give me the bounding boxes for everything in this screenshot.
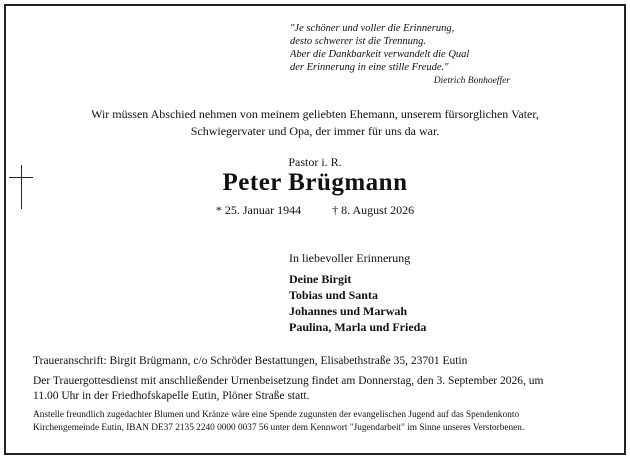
bonhoeffer-quote [290, 22, 590, 88]
deceased-title: Pastor i. R. [288, 155, 342, 169]
donation-line: Kirchengemeinde Eutin, IBAN DE37 2135 2240 0000 0037 56 unter dem Kennwort "Jugendarbeit" im Sinne unseres Verstorbenen. [33, 423, 525, 433]
life-dates [0, 203, 630, 218]
donation-info [33, 409, 599, 435]
family-signature [289, 250, 539, 335]
intro-line: Wir müssen Abschied nehmen von meinem geliebten Ehemann, unserem fürsorglichen Vater, [91, 107, 539, 121]
service-info [33, 374, 599, 404]
death-date: † 8. August 2026 [332, 203, 415, 217]
quote-line: "Je schöner und voller die Erinnerung, [290, 23, 455, 34]
family-member: Tobias und Santa [289, 288, 378, 302]
quote-line: der Erinnerung in eine stille Freude." [290, 62, 449, 73]
intro-text [60, 106, 570, 140]
intro-line: Schwiegervater und Opa, der immer für uns da war. [190, 124, 440, 138]
family-member: Deine Birgit [289, 272, 352, 286]
service-line: Der Trauergottesdienst mit anschließender Urnenbeisetzung findet am Donnerstag, den 3. September 2026, um [33, 375, 544, 387]
service-line: 11.00 Uhr in der Friedhofskapelle Eutin, Plöner Straße statt. [33, 390, 310, 402]
birth-date: * 25. Januar 1944 [215, 203, 302, 217]
donation-line: Anstelle freundlich zugedachter Blumen und Kränze wäre eine Spende zugunsten der evangelischen Jugend auf das Spendenkonto [33, 410, 520, 420]
deceased-name: Peter Brügmann [222, 169, 408, 196]
quote-author: Dietrich Bonhoeffer [433, 76, 510, 86]
family-member: Johannes und Marwah [289, 304, 408, 318]
mourning-address: Traueranschrift: Birgit Brügmann, c/o Schröder Bestattungen, Elisabethstraße 35, 23701 Eutin [33, 355, 468, 367]
quote-line: desto schwerer ist die Trennung. [290, 36, 427, 47]
memory-line: In liebevoller Erinnerung [289, 251, 411, 265]
quote-line: Aber die Dankbarkeit verwandelt die Qual [290, 49, 470, 60]
family-member: Paulina, Marla und Frieda [289, 320, 427, 334]
